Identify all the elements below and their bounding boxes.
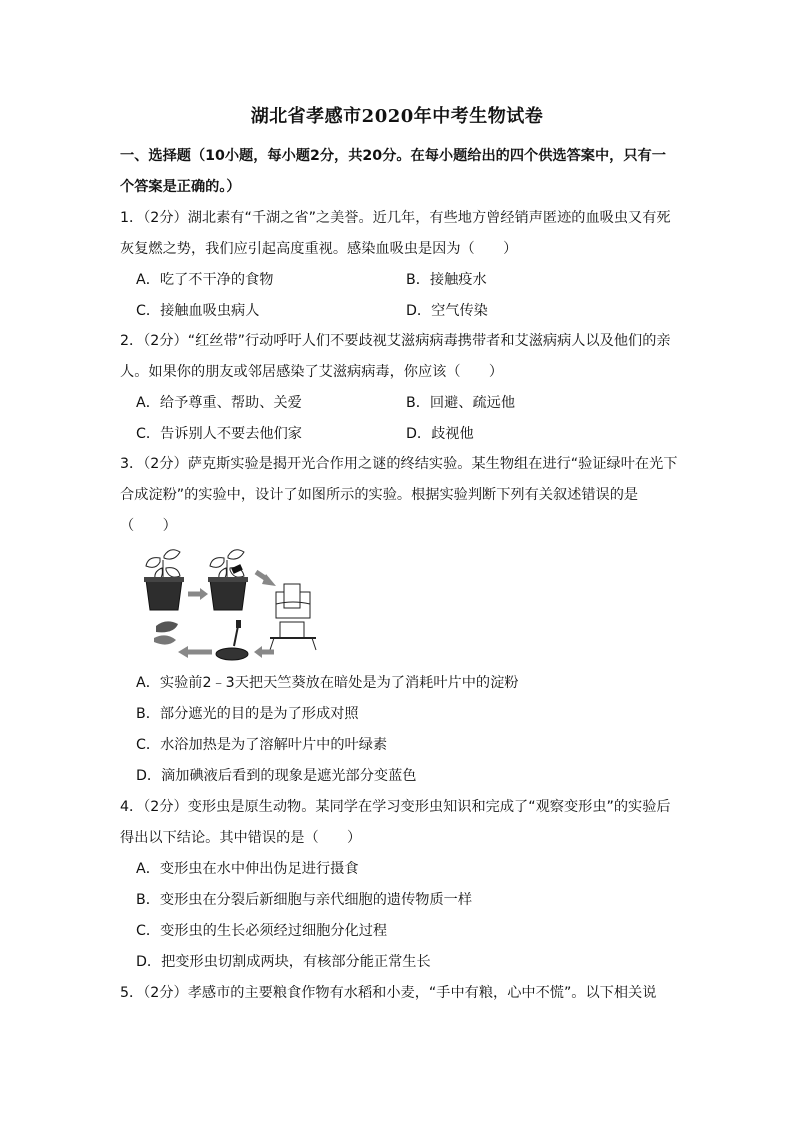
question-number: 5．（2分）	[120, 985, 188, 1001]
question-5	[120, 978, 680, 1009]
paper-title: 湖北省孝感市2020年中考生物试卷	[250, 106, 544, 127]
option-b[interactable]: B．变形虫在分裂后新细胞与亲代细胞的遗传物质一样	[136, 892, 473, 908]
question-number: 2．（2分）	[120, 333, 188, 349]
question-text: 变形虫是原生动物。某同学在学习变形虫知识和完成了“观察变形虫”的实验后得出以下结论。其中错误的是（ ）	[120, 799, 671, 846]
question-text: 湖北素有“千湖之省”之美誉。近几年，有些地方曾经销声匿迹的血吸虫又有死灰复燃之势，我们应引起高度重视。感染血吸虫是因为（ ）	[120, 210, 671, 257]
option-list	[120, 388, 680, 450]
question-stem	[120, 203, 680, 265]
option-b[interactable]: B．部分遮光的目的是为了形成对照	[136, 706, 359, 722]
option-c[interactable]: C．告诉别人不要去他们家	[136, 426, 302, 442]
option-a[interactable]: A．变形虫在水中伸出伪足进行摄食	[136, 861, 359, 877]
section-heading: 一、选择题（10小题，每小题2分，共20分。在每小题给出的四个供选答案中，只有一个答案是正确的。）	[120, 148, 666, 195]
potted-plant-icon	[144, 550, 184, 610]
water-bath-icon	[270, 584, 316, 650]
option-b[interactable]: B．接触疫水	[406, 272, 487, 288]
option-list	[120, 854, 680, 978]
option-d[interactable]: D．歧视他	[406, 426, 474, 442]
question-stem	[120, 449, 680, 542]
option-c[interactable]: C．变形虫的生长必须经过细胞分化过程	[136, 923, 388, 939]
question-text: 萨克斯实验是揭开光合作用之谜的终结实验。某生物组在进行“验证绿叶在光下合成淀粉”的实验中，设计了如图所示的实验。根据实验判断下列有关叙述错误的是（ ）	[120, 456, 678, 534]
question-stem	[120, 792, 680, 854]
question-text: 孝感市的主要粮食作物有水稻和小麦，“手中有粮，心中不慌”。以下相关说	[187, 985, 657, 1001]
question-1	[120, 203, 680, 327]
question-number: 3．（2分）	[120, 456, 188, 472]
option-a[interactable]: A．实验前2﹣3天把天竺葵放在暗处是为了消耗叶片中的淀粉	[136, 675, 519, 691]
option-c[interactable]: C．水浴加热是为了溶解叶片中的叶绿素	[136, 737, 388, 753]
question-number: 4．（2分）	[120, 799, 188, 815]
option-d[interactable]: D．空气传染	[406, 303, 488, 319]
question-stem	[120, 326, 680, 388]
question-text: “红丝带”行动呼吁人们不要歧视艾滋病病毒携带者和艾滋病病人以及他们的亲人。如果你的朋友或邻居感染了艾滋病病毒，你应该（ ）	[120, 333, 671, 380]
question-stem	[120, 978, 680, 1009]
covered-plant-icon	[208, 550, 248, 610]
option-b[interactable]: B．回避、疏远他	[406, 395, 516, 411]
option-d[interactable]: D．滴加碘液后看到的现象是遮光部分变蓝色	[136, 768, 417, 784]
question-3-options	[120, 668, 680, 792]
option-c[interactable]: C．接触血吸虫病人	[136, 303, 260, 319]
question-4	[120, 792, 680, 978]
leaf-icon	[154, 621, 178, 644]
experiment-diagram	[134, 546, 334, 666]
option-list	[120, 265, 680, 327]
question-2	[120, 326, 680, 450]
iodine-dropper-icon	[216, 620, 248, 660]
starch-experiment-illustration	[134, 546, 334, 666]
option-a[interactable]: A．吃了不干净的食物	[136, 272, 274, 288]
option-d[interactable]: D．把变形虫切割成两块，有核部分能正常生长	[136, 954, 431, 970]
option-a[interactable]: A．给予尊重、帮助、关爱	[136, 395, 302, 411]
option-list	[120, 668, 680, 792]
question-number: 1．（2分）	[120, 210, 188, 226]
question-3	[120, 449, 680, 542]
